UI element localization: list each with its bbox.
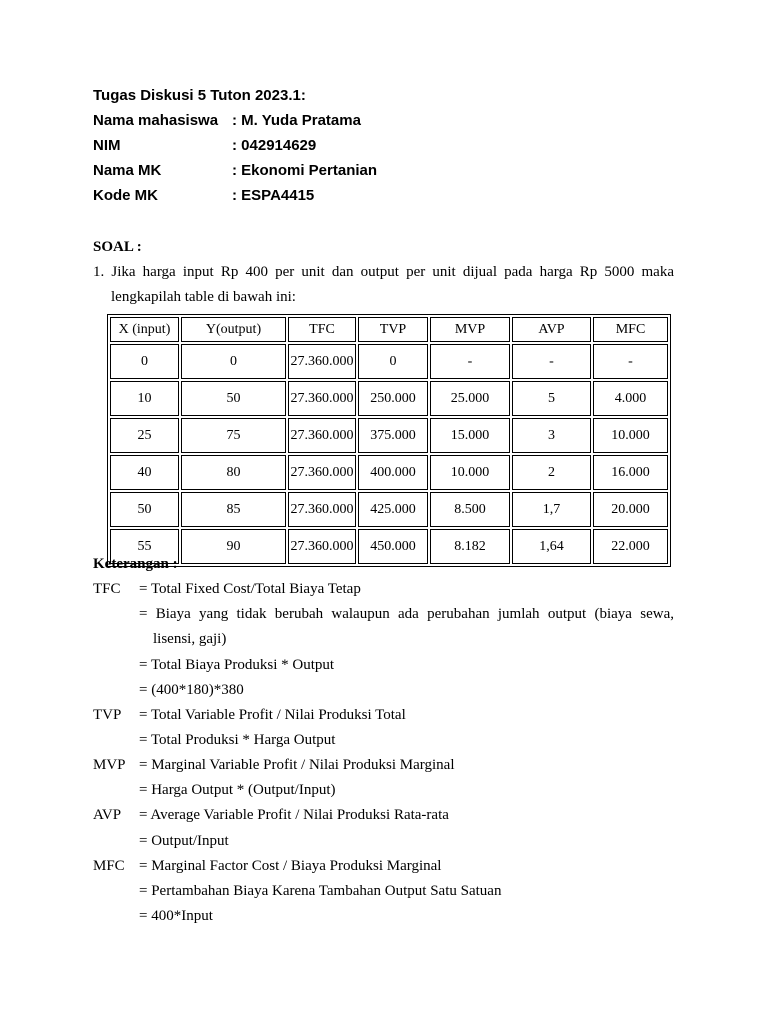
table-row [110, 381, 668, 416]
field-course-name [93, 162, 377, 180]
column-header: MFC [593, 317, 668, 342]
definition-line: = Total Produksi * Harga Output [139, 732, 336, 748]
table-cell: 75 [181, 418, 286, 453]
table-cell: 3 [512, 418, 591, 453]
table-cell: 1,64 [512, 529, 591, 564]
term-avp: AVP [93, 807, 122, 823]
column-header: X (input) [110, 317, 179, 342]
field-course-code [93, 187, 314, 205]
column-header: TFC [288, 317, 356, 342]
term-mvp: MVP [93, 757, 126, 773]
table-cell: 250.000 [358, 381, 428, 416]
table-cell: 25.000 [430, 381, 510, 416]
table-row [110, 529, 668, 564]
table-cell: 8.500 [430, 492, 510, 527]
table-header-row [110, 317, 668, 342]
table-cell: 425.000 [358, 492, 428, 527]
assignment-title: Tugas Diskusi 5 Tuton 2023.1: [93, 87, 306, 104]
table-cell: 25 [110, 418, 179, 453]
field-nim [93, 137, 316, 155]
definition-line: = Output/Input [139, 833, 229, 849]
table-cell: 0 [181, 344, 286, 379]
keterangan-heading: Keterangan : [93, 556, 178, 572]
table-cell: 55 [110, 529, 179, 564]
column-header: MVP [430, 317, 510, 342]
table-cell: 15.000 [430, 418, 510, 453]
field-value: : M. Yuda Pratama [232, 112, 361, 129]
field-label: NIM [93, 137, 121, 154]
definition-line: = Biaya yang tidak berubah walaupun ada perubahan jumlah output (biaya sewa, [139, 606, 674, 622]
field-value: : ESPA4415 [232, 187, 315, 204]
column-header: Y(output) [181, 317, 286, 342]
table-cell: 27.360.000 [288, 418, 356, 453]
table-cell: 85 [181, 492, 286, 527]
table-cell: 16.000 [593, 455, 668, 490]
table-cell: 20.000 [593, 492, 668, 527]
table-row [110, 492, 668, 527]
table-cell: 1,7 [512, 492, 591, 527]
table-cell: - [512, 344, 591, 379]
definition-line: = Pertambahan Biaya Karena Tambahan Output Satu Satuan [139, 883, 502, 899]
table-cell: 90 [181, 529, 286, 564]
field-value: : 042914629 [232, 137, 317, 154]
question-line-2: lengkapilah table di bawah ini: [111, 289, 296, 305]
field-label: Nama MK [93, 162, 162, 179]
table-cell: 8.182 [430, 529, 510, 564]
definition-line: = 400*Input [139, 908, 213, 924]
table-cell: - [593, 344, 668, 379]
field-label: Kode MK [93, 187, 158, 204]
definition-line: lisensi, gaji) [153, 631, 227, 647]
table-cell: 4.000 [593, 381, 668, 416]
table-cell: 27.360.000 [288, 344, 356, 379]
table-cell: 10.000 [430, 455, 510, 490]
table-row [110, 418, 668, 453]
table-cell: 27.360.000 [288, 529, 356, 564]
table-cell: 10 [110, 381, 179, 416]
definition-line: = Total Variable Profit / Nilai Produksi Total [139, 707, 406, 723]
term-tfc: TFC [93, 581, 121, 597]
definition-line: = (400*180)*380 [139, 682, 244, 698]
table-row [110, 344, 668, 379]
table-cell: 40 [110, 455, 179, 490]
table-cell: 450.000 [358, 529, 428, 564]
table-row [110, 455, 668, 490]
table-cell: 0 [358, 344, 428, 379]
definition-line: = Total Biaya Produksi * Output [139, 657, 335, 673]
question-line-1: 1. Jika harga input Rp 400 per unit dan output per unit dijual pada harga Rp 5000 maka [93, 264, 674, 280]
table-cell: 27.360.000 [288, 455, 356, 490]
table-cell: 50 [181, 381, 286, 416]
definition-line: = Marginal Factor Cost / Biaya Produksi Marginal [139, 858, 442, 874]
column-header: TVP [358, 317, 428, 342]
term-tvp: TVP [93, 707, 122, 723]
table-cell: - [430, 344, 510, 379]
table-cell: 27.360.000 [288, 381, 356, 416]
definition-line: = Total Fixed Cost/Total Biaya Tetap [139, 581, 361, 597]
table-cell: 10.000 [593, 418, 668, 453]
table-cell: 22.000 [593, 529, 668, 564]
table-cell: 400.000 [358, 455, 428, 490]
field-value: : Ekonomi Pertanian [232, 162, 378, 179]
definition-line: = Harga Output * (Output/Input) [139, 782, 336, 798]
table-cell: 27.360.000 [288, 492, 356, 527]
field-student-name [93, 112, 361, 130]
table-cell: 50 [110, 492, 179, 527]
definition-line: = Average Variable Profit / Nilai Produksi Rata-rata [139, 807, 449, 823]
table-cell: 5 [512, 381, 591, 416]
table-cell: 2 [512, 455, 591, 490]
definition-line: = Marginal Variable Profit / Nilai Produksi Marginal [139, 757, 455, 773]
table-cell: 80 [181, 455, 286, 490]
soal-heading: SOAL : [93, 239, 142, 255]
column-header: AVP [512, 317, 591, 342]
production-table [107, 314, 671, 567]
table-cell: 0 [110, 344, 179, 379]
field-label: Nama mahasiswa [93, 112, 219, 129]
term-mfc: MFC [93, 858, 125, 874]
table-cell: 375.000 [358, 418, 428, 453]
